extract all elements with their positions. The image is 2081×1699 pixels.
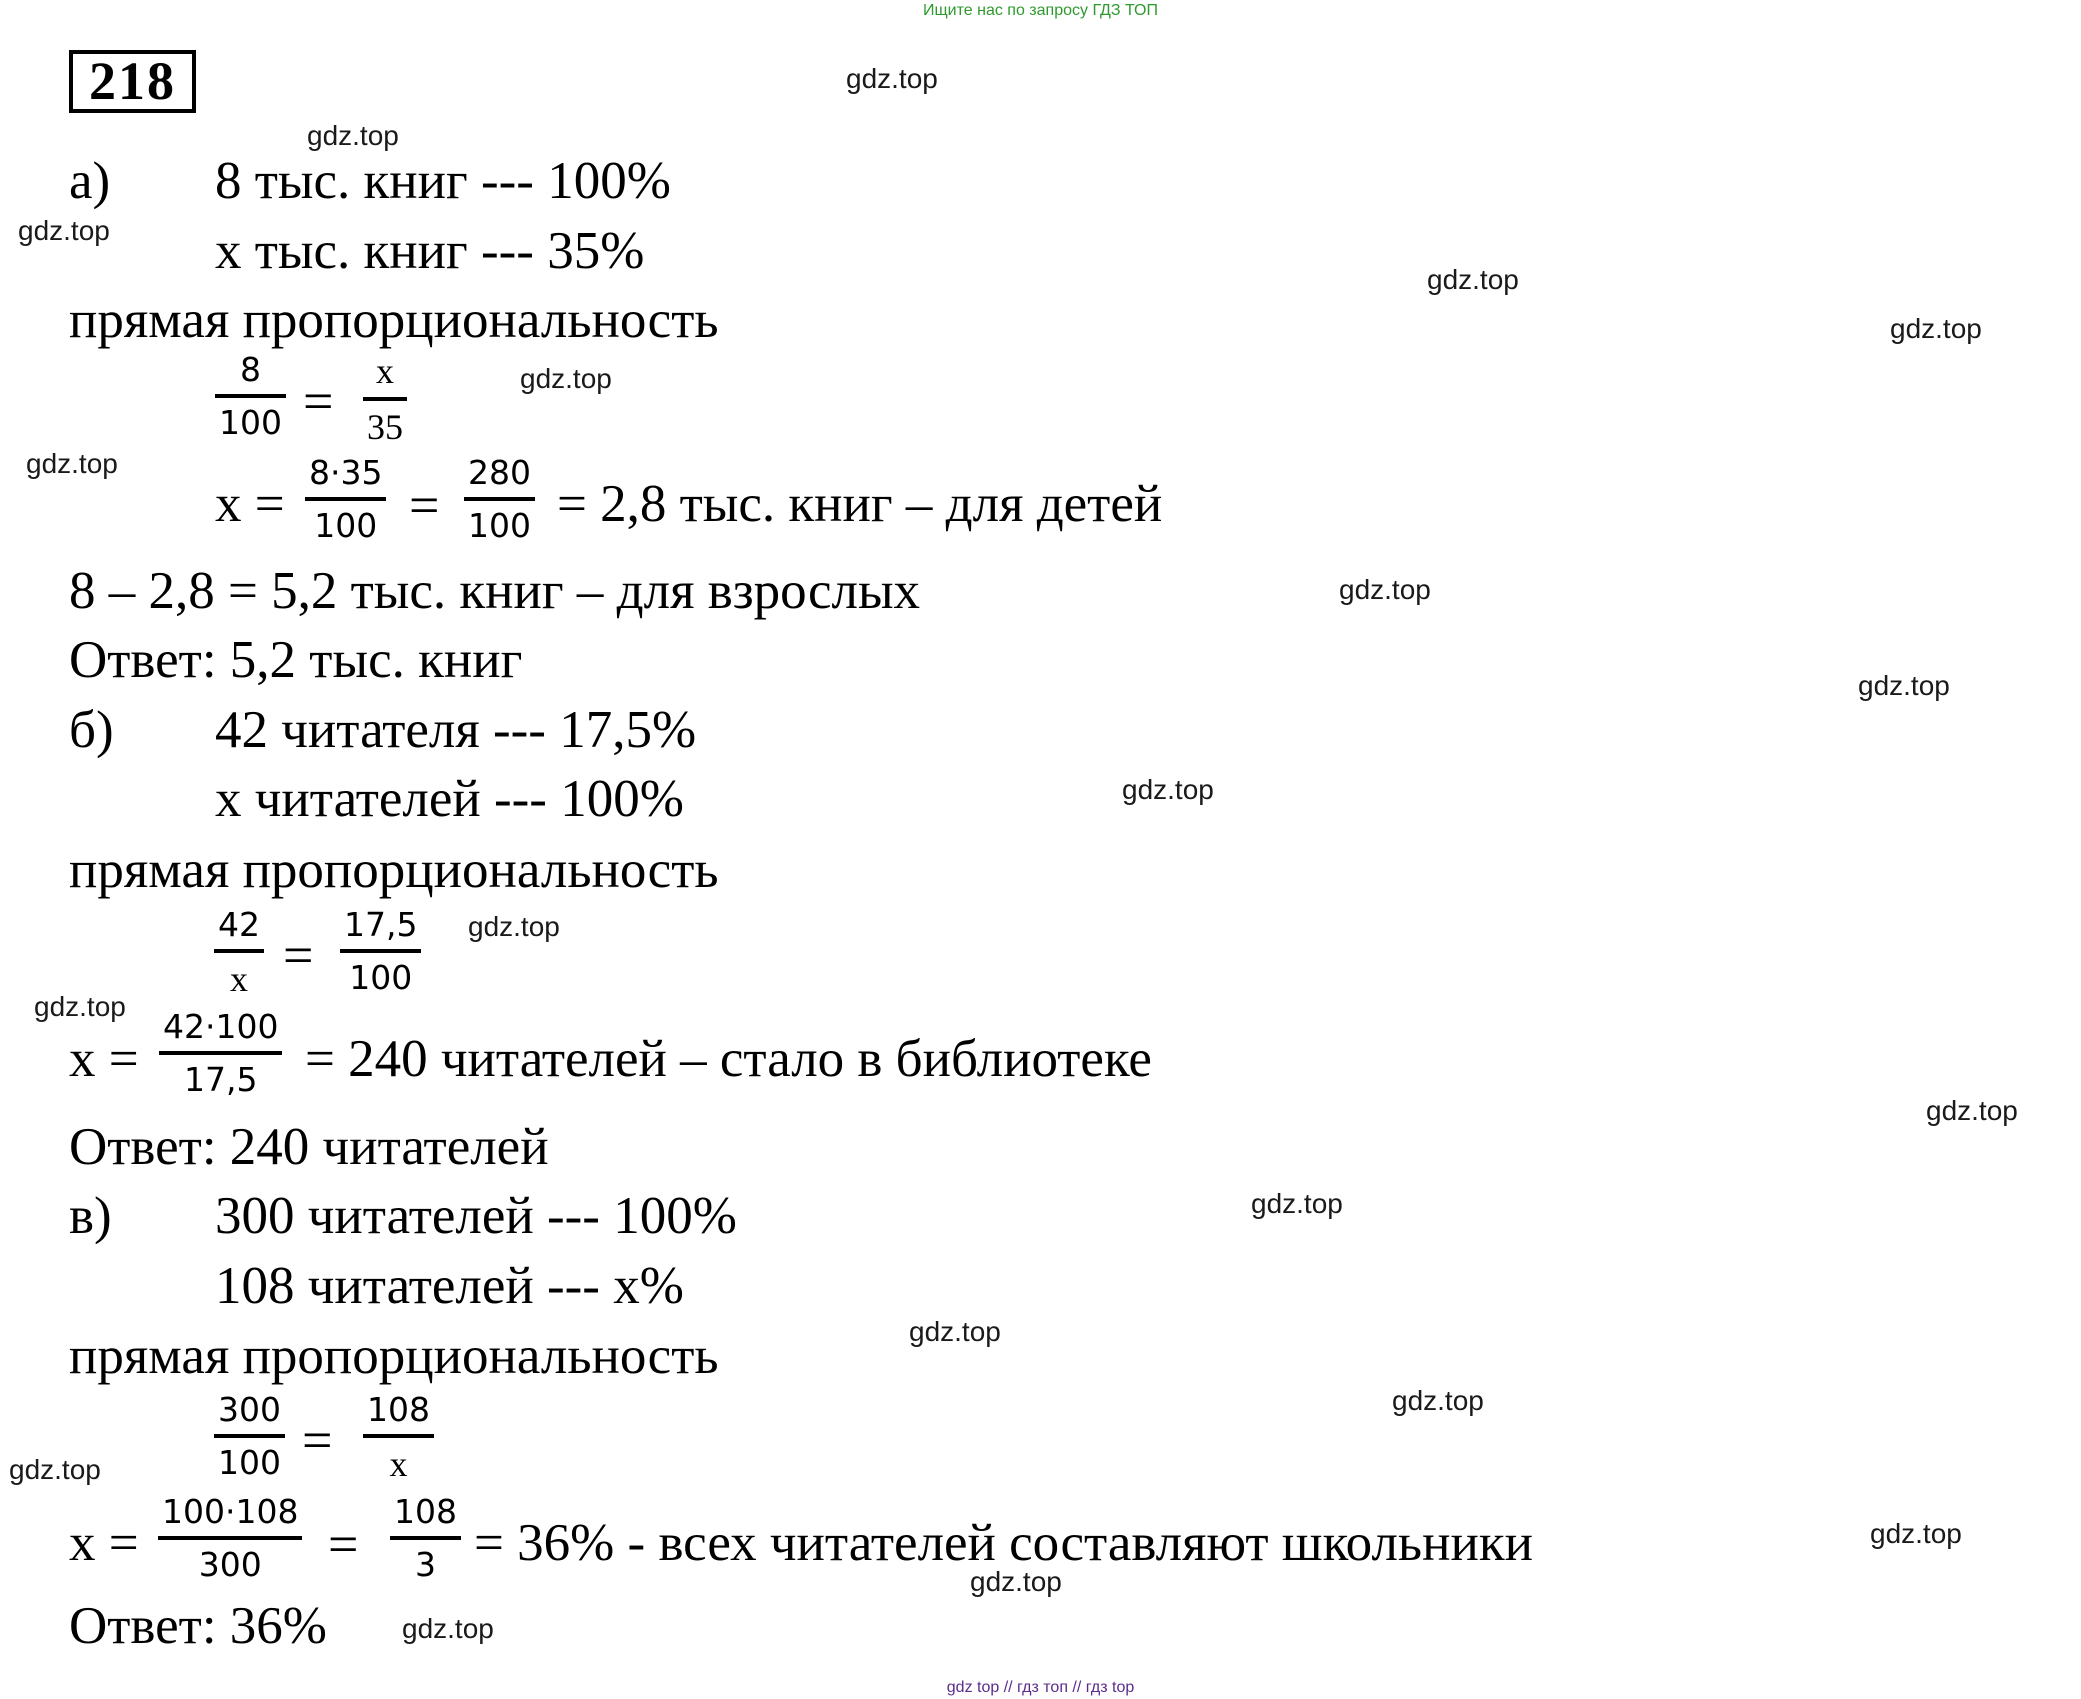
part-c-eq1-equals: = bbox=[302, 1410, 333, 1470]
task-number: 218 bbox=[69, 50, 196, 113]
watermark: gdz.top bbox=[1858, 670, 1950, 701]
part-a-eq2-lhs: х = bbox=[215, 475, 285, 533]
part-b-label: б) bbox=[69, 701, 114, 759]
part-c-eq2-equals: = bbox=[328, 1514, 359, 1574]
watermark: gdz.top bbox=[468, 911, 560, 942]
part-a-answer: Ответ: 5,2 тыс. книг bbox=[69, 631, 523, 689]
watermark: gdz.top bbox=[1890, 313, 1982, 344]
part-c-label: в) bbox=[69, 1187, 112, 1245]
part-a-eq1-frac2: x 35 bbox=[363, 353, 407, 445]
part-b-eq1-frac1: 42 x bbox=[214, 908, 264, 997]
part-a-eq2-rhs: = 2,8 тыс. книг – для детей bbox=[557, 475, 1163, 533]
watermark: gdz.top bbox=[846, 63, 938, 94]
part-c-eq2-frac1: 100·108 300 bbox=[158, 1495, 302, 1581]
watermark: gdz.top bbox=[1339, 574, 1431, 605]
part-b-answer: Ответ: 240 читателей bbox=[69, 1118, 549, 1176]
part-c-eq2-frac2: 108 3 bbox=[390, 1495, 461, 1581]
part-a-eq1-equals: = bbox=[303, 371, 334, 431]
part-b-eq1-frac2: 17,5 100 bbox=[340, 908, 421, 994]
watermark: gdz.top bbox=[34, 991, 126, 1022]
watermark: gdz.top bbox=[307, 120, 399, 151]
watermark: gdz.top bbox=[1392, 1385, 1484, 1416]
part-b-eq1-equals: = bbox=[283, 925, 314, 985]
part-c-line2: 108 читателей --- х% bbox=[215, 1257, 684, 1315]
part-b-eq2-frac1: 42·100 17,5 bbox=[159, 1010, 282, 1096]
part-a-line3: 8 – 2,8 = 5,2 тыс. книг – для взрослых bbox=[69, 562, 921, 620]
watermark: gdz.top bbox=[1870, 1518, 1962, 1549]
watermark: gdz.top bbox=[909, 1316, 1001, 1347]
watermark: gdz.top bbox=[1427, 264, 1519, 295]
watermark: gdz.top bbox=[1122, 774, 1214, 805]
part-c-eq1-frac1: 300 100 bbox=[214, 1393, 285, 1479]
part-c-line1: 300 читателей --- 100% bbox=[215, 1187, 737, 1245]
part-a-line1: 8 тыс. книг --- 100% bbox=[215, 152, 671, 210]
part-a-line2: х тыс. книг --- 35% bbox=[215, 222, 645, 280]
part-c-eq1-frac2: 108 x bbox=[363, 1393, 434, 1482]
watermark: gdz.top bbox=[1926, 1095, 2018, 1126]
watermark: gdz.top bbox=[9, 1454, 101, 1485]
watermark: gdz.top bbox=[402, 1613, 494, 1644]
part-b-line1: 42 читателя --- 17,5% bbox=[215, 701, 697, 759]
watermark: gdz.top bbox=[18, 215, 110, 246]
part-c-relation: прямая пропорциональность bbox=[69, 1327, 719, 1385]
part-c-eq2-lhs: х = bbox=[69, 1514, 139, 1572]
part-a-eq2-frac1: 8·35 100 bbox=[305, 456, 386, 542]
top-banner[interactable]: Ищите нас по запросу ГДЗ ТОП bbox=[923, 2, 1158, 19]
part-a-eq2-equals: = bbox=[409, 475, 440, 535]
part-c-answer: Ответ: 36% bbox=[69, 1597, 327, 1655]
watermark: gdz.top bbox=[26, 448, 118, 479]
watermark: gdz.top bbox=[520, 363, 612, 394]
part-a-relation: прямая пропорциональность bbox=[69, 291, 719, 349]
watermark: gdz.top bbox=[970, 1566, 1062, 1597]
part-a-eq1-frac1: 8 100 bbox=[215, 353, 286, 439]
footer-links[interactable]: gdz top // гдз топ // гдз top bbox=[946, 1679, 1135, 1696]
part-c-eq2-rhs: = 36% - всех читателей составляют школьники bbox=[474, 1514, 1533, 1572]
part-b-line2: х читателей --- 100% bbox=[215, 770, 684, 828]
part-a-label: а) bbox=[69, 152, 111, 210]
part-b-eq2-rhs: = 240 читателей – стало в библиотеке bbox=[305, 1030, 1152, 1088]
part-b-relation: прямая пропорциональность bbox=[69, 841, 719, 899]
part-a-eq2-frac2: 280 100 bbox=[464, 456, 535, 542]
watermark: gdz.top bbox=[1251, 1188, 1343, 1219]
part-b-eq2-lhs: х = bbox=[69, 1030, 139, 1088]
